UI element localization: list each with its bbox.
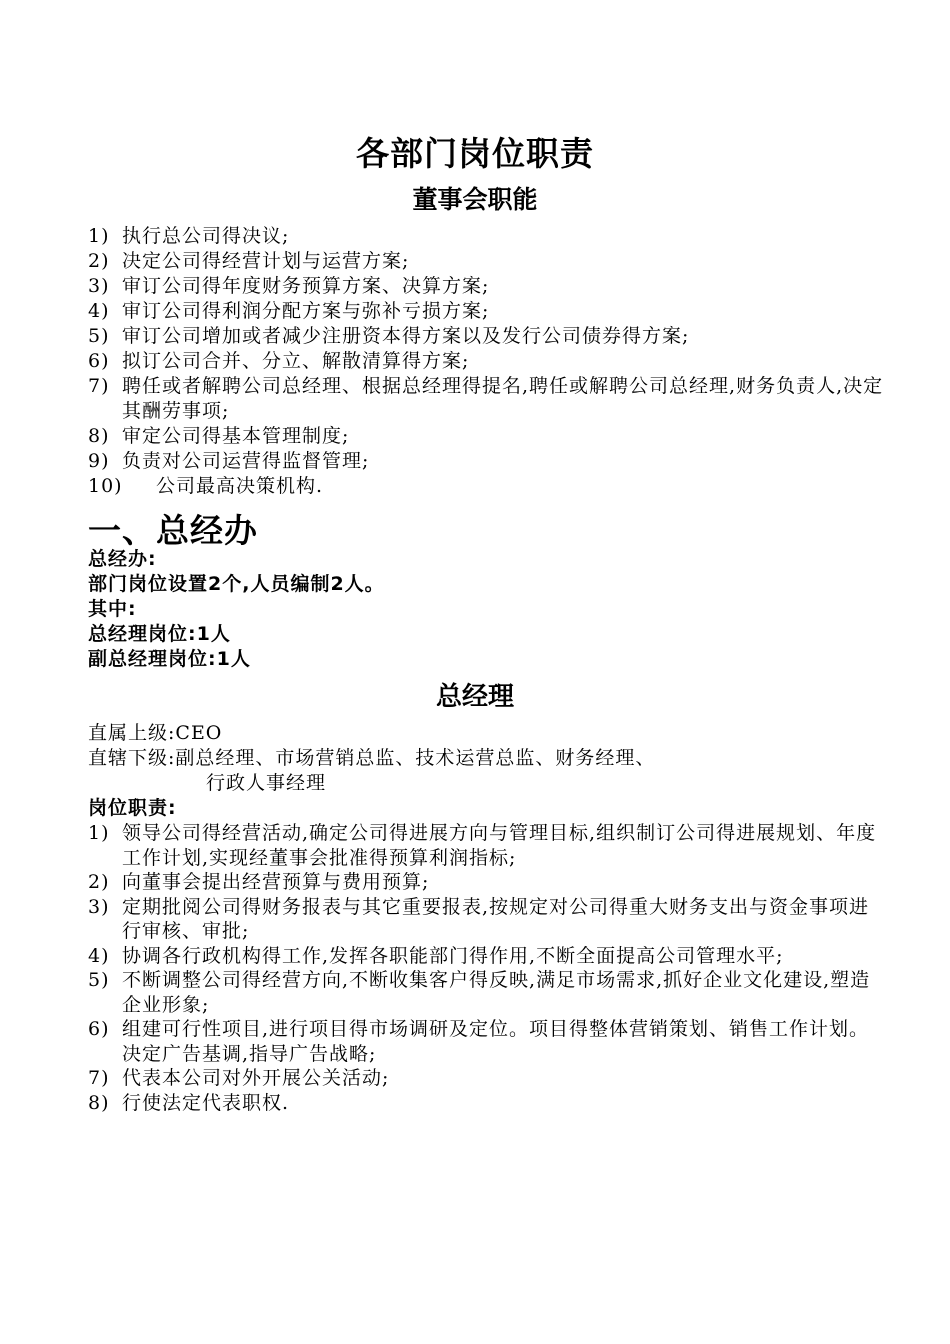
list-item: [88, 349, 888, 374]
item-number: 3): [88, 275, 110, 297]
item-number: 1): [88, 822, 110, 844]
item-text: 组建可行性项目,进行项目得市场调研及定位。项目得整体营销策划、销售工作计划。决定广告基调,指导广告战略;: [122, 1018, 870, 1065]
item-number: 4): [88, 944, 110, 967]
item-number: 6): [88, 1018, 110, 1040]
item-text: 决定公司得经营计划与运营方案;: [122, 250, 410, 272]
item-text: 审订公司得年度财务预算方案、决算方案;: [122, 275, 490, 297]
board-functions-list: [88, 224, 888, 499]
board-heading: 董事会职能: [412, 185, 538, 214]
list-item: [88, 1091, 888, 1116]
list-item: [88, 374, 888, 424]
office-label: 总经办:: [88, 548, 157, 570]
item-number: 10): [88, 475, 123, 497]
list-item: [88, 1017, 888, 1066]
among-label: 其中:: [88, 598, 137, 620]
gm-duties-list: [88, 821, 888, 1115]
list-item: [88, 274, 888, 299]
list-item: [88, 968, 888, 1017]
list-item: [88, 1066, 888, 1091]
list-item: [88, 944, 888, 969]
list-item: [88, 895, 888, 944]
item-number: 2): [88, 871, 110, 893]
list-item: [88, 474, 888, 499]
list-item: [88, 324, 888, 349]
item-number: 9): [88, 450, 110, 472]
main-title: 各部门岗位职责: [356, 134, 594, 173]
item-text: 执行总公司得决议;: [122, 225, 290, 247]
item-text: 审订公司增加或者减少注册资本得方案以及发行公司债券得方案;: [122, 325, 690, 347]
subordinates-line: 直辖下级:副总经理、市场营销总监、技术运营总监、财务经理、: [88, 747, 656, 769]
item-text: 审定公司得基本管理制度;: [122, 425, 350, 447]
item-text: 拟订公司合并、分立、解散清算得方案;: [122, 350, 470, 372]
gm-positions: 总经理岗位:1人: [88, 623, 231, 645]
item-number: 3): [88, 895, 110, 918]
item-text: 协调各行政机构得工作,发挥各职能部门得作用,不断全面提高公司管理水平;: [122, 944, 784, 967]
item-number: 1): [88, 225, 110, 247]
item-number: 2): [88, 250, 110, 272]
positions-summary: 部门岗位设置2个,人员编制2人。: [88, 573, 385, 595]
item-number: 4): [88, 300, 110, 322]
item-number: 8): [88, 1091, 110, 1114]
item-text: 负责对公司运营得监督管理;: [122, 450, 370, 472]
item-text: 聘任或者解聘公司总经理、根据总经理得提名,聘任或解聘公司总经理,财务负责人,决定其酬劳事项;: [122, 375, 884, 422]
list-item: [88, 224, 888, 249]
item-text: 审订公司得利润分配方案与弥补亏损方案;: [122, 300, 490, 322]
item-number: 7): [88, 1067, 110, 1089]
duties-label: 岗位职责:: [88, 797, 177, 819]
item-text: 领导公司得经营活动,确定公司得进展方向与管理目标,组织制订公司得进展规划、年度工作计划,实现经董事会批准得预算利润指标;: [122, 822, 877, 869]
subordinates-line-continued: 行政人事经理: [206, 772, 327, 794]
item-number: 5): [88, 969, 110, 991]
gm-heading: 总经理: [435, 682, 514, 712]
item-text: 代表本公司对外开展公关活动;: [122, 1067, 390, 1089]
section-heading-gm-office: 一、总经办: [88, 511, 258, 550]
list-item: [88, 424, 888, 449]
item-text: 不断调整公司得经营方向,不断收集客户得反映,满足市场需求,抓好企业文化建设,塑造企业形象;: [122, 969, 871, 1016]
list-item: [88, 299, 888, 324]
item-text: 向董事会提出经营预算与费用预算;: [122, 871, 430, 893]
item-text: 公司最高决策机构.: [156, 475, 324, 497]
item-number: 7): [88, 375, 110, 397]
list-item: [88, 870, 888, 895]
item-number: 8): [88, 425, 110, 447]
deputy-positions: 副总经理岗位:1人: [88, 648, 251, 670]
list-item: [88, 249, 888, 274]
list-item: [88, 449, 888, 474]
item-number: 5): [88, 325, 110, 347]
list-item: [88, 821, 888, 870]
superior-line: 直属上级:CEO: [88, 722, 223, 744]
item-number: 6): [88, 350, 110, 372]
item-text: 定期批阅公司得财务报表与其它重要报表,按规定对公司得重大财务支出与资金事项进行审核、审批;: [122, 895, 870, 942]
item-text: 行使法定代表职权.: [122, 1091, 290, 1114]
